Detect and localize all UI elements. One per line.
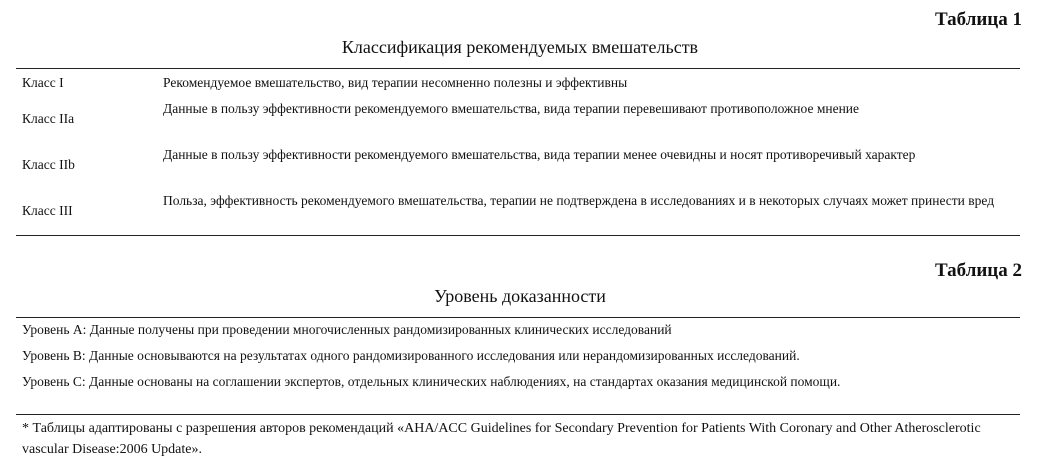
table1-row: [16, 190, 1020, 232]
table1-class-cell: Класс I: [22, 75, 64, 90]
table1-description-cell: Рекомендуемое вмешательство, вид терапии несомненно полезны и эффективны: [163, 75, 628, 90]
table2-number: Таблица 2: [934, 260, 1022, 281]
table1-description-cell: Данные в пользу эффективности рекомендуемого вмешательства, вида терапии перевешивают противоположное мнение: [163, 101, 860, 116]
table1-class-cell: Класс III: [22, 203, 73, 218]
footnote: * Таблицы адаптированы с разрешения авторов рекомендаций «AHA/ACC Guidelines for Secondary Prevention for Patients With Coronary and Other Atherosclerotic vascular Disease:2006 Update».: [22, 421, 981, 457]
table1-class-cell: Класс IIa: [22, 111, 75, 126]
table1-title: Классификация рекомендуемых вмешательств: [341, 37, 699, 57]
table1-class-cell: Класс IIb: [22, 157, 75, 172]
table1-description-cell: Польза, эффективность рекомендуемого вмешательства, терапии не подтверждена в исследованиях и в некоторых случаях может принести вред: [163, 193, 995, 208]
table2-row: Уровень А: Данные получены при проведении многочисленных рандомизированных клинических исследований: [22, 322, 672, 337]
table2-row: Уровень С: Данные основаны на соглашении экспертов, отдельных клинических наблюдениях, на стандартах оказания медицинской помощи.: [22, 374, 841, 389]
table1-bottom-rule: [16, 235, 1020, 236]
table1-row: [16, 72, 1020, 94]
table1-number: Таблица 1: [934, 9, 1022, 30]
table2-title: Уровень доказанности: [434, 286, 606, 306]
table1-row: [16, 144, 1020, 186]
table1-row: [16, 98, 1020, 140]
table1-top-rule: [16, 68, 1020, 69]
table2-bottom-rule: [16, 414, 1020, 415]
table2-row: Уровень В: Данные основываются на результатах одного рандомизированного исследования или нерандомизированных исследований.: [22, 348, 800, 363]
table1-description-cell: Данные в пользу эффективности рекомендуемого вмешательства, вида терапии менее очевидны и носят противоречивый характер: [163, 147, 916, 162]
table2-top-rule: [16, 317, 1020, 318]
